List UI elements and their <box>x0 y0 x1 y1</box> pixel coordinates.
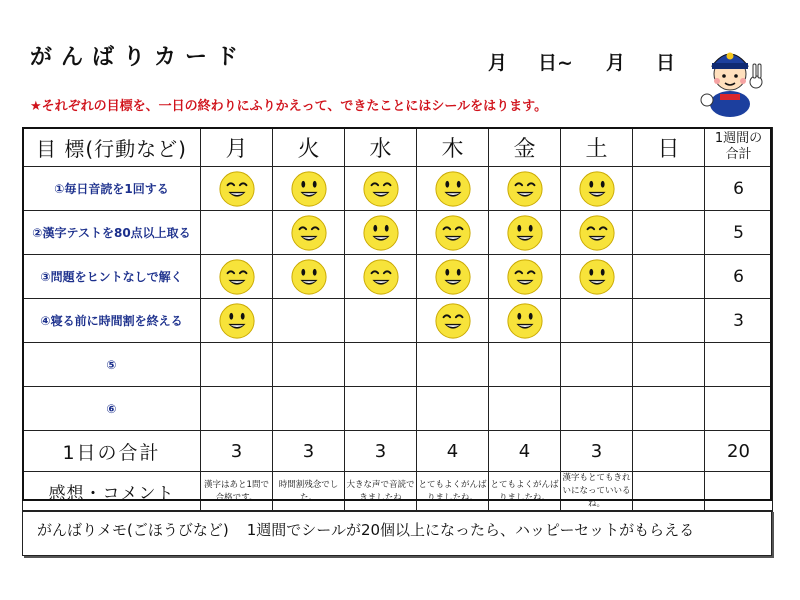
goal-row <box>23 343 773 387</box>
day-cell <box>561 299 633 343</box>
day-cell <box>273 343 345 387</box>
day-cell <box>417 211 489 255</box>
goal-row <box>23 167 773 211</box>
day-cell <box>633 167 705 211</box>
week-total-cell <box>705 343 773 387</box>
day-header-mon: 月 <box>201 128 273 167</box>
day-cell <box>201 167 273 211</box>
day-header-wed: 水 <box>345 128 417 167</box>
day-cell <box>345 211 417 255</box>
card-title: がんばりカード <box>30 45 248 70</box>
comment-label: 感想・コメント <box>23 472 201 512</box>
week-total-cell: 5 <box>705 211 773 255</box>
week-total-cell: 3 <box>705 299 773 343</box>
goal-label: ①毎日音読を1回する <box>23 167 201 211</box>
smiley-sticker-icon <box>218 302 256 340</box>
smiley-sticker-icon <box>290 214 328 252</box>
goal-row <box>23 387 773 431</box>
day-cell <box>633 211 705 255</box>
comment-cell-empty <box>705 472 773 512</box>
instruction-text: ★それぞれの目標を、一日の終わりにふりかえって、できたことにはシールをはります。 <box>30 99 548 114</box>
day-cell <box>417 387 489 431</box>
smiley-sticker-icon <box>578 170 616 208</box>
comment-cell: とてもよくがんばりましたね。 <box>489 472 561 512</box>
comment-cell: 大きな声で音読できましたね <box>345 472 417 512</box>
day-header-fri: 金 <box>489 128 561 167</box>
day-cell <box>561 343 633 387</box>
day-header-tue: 火 <box>273 128 345 167</box>
smiley-sticker-icon <box>290 170 328 208</box>
comment-cell: 漢字はあと1問で合格です。 <box>201 472 273 512</box>
day-cell <box>561 211 633 255</box>
goal-label: ⑤ <box>23 343 201 387</box>
goal-table <box>22 127 773 512</box>
daily-total-row <box>23 431 773 472</box>
daily-total-cell: 3 <box>345 431 417 472</box>
day-cell <box>489 343 561 387</box>
day-cell <box>273 211 345 255</box>
period-month-1: 月 <box>488 52 508 74</box>
daily-total-cell: 4 <box>489 431 561 472</box>
period-month-2: 月 <box>606 52 626 74</box>
day-cell <box>201 299 273 343</box>
smiley-sticker-icon <box>578 258 616 296</box>
goal-column-header: 目 標(行動など) <box>23 128 201 167</box>
day-cell <box>489 387 561 431</box>
smiley-sticker-icon <box>434 214 472 252</box>
daily-total-cell <box>633 431 705 472</box>
comment-row <box>23 472 773 512</box>
day-cell <box>201 255 273 299</box>
day-cell <box>417 255 489 299</box>
week-total-cell: 6 <box>705 255 773 299</box>
smiley-sticker-icon <box>290 258 328 296</box>
smiley-sticker-icon <box>506 258 544 296</box>
day-cell <box>273 299 345 343</box>
day-cell <box>633 343 705 387</box>
day-cell <box>273 167 345 211</box>
memo-text: 1週間でシールが20個以上になったら、ハッピーセットがもらえる <box>246 521 695 539</box>
day-cell <box>201 343 273 387</box>
comment-cell: とてもよくがんばりましたね。 <box>417 472 489 512</box>
smiley-sticker-icon <box>362 214 400 252</box>
comment-cell: 時間割残念でした。 <box>273 472 345 512</box>
daily-total-cell: 3 <box>561 431 633 472</box>
daily-total-cell: 3 <box>273 431 345 472</box>
day-cell <box>345 255 417 299</box>
day-cell <box>273 387 345 431</box>
day-cell <box>633 299 705 343</box>
smiley-sticker-icon <box>362 258 400 296</box>
smiley-sticker-icon <box>506 302 544 340</box>
daily-total-cell: 3 <box>201 431 273 472</box>
day-header-thu: 木 <box>417 128 489 167</box>
day-cell <box>489 299 561 343</box>
smiley-sticker-icon <box>578 214 616 252</box>
day-cell <box>633 255 705 299</box>
day-cell <box>489 211 561 255</box>
day-header-sun: 日 <box>633 128 705 167</box>
smiley-sticker-icon <box>506 214 544 252</box>
memo-label: がんばりメモ(ごほうびなど) <box>37 521 229 539</box>
header-row <box>23 128 773 167</box>
goal-label: ②漢字テストを80点以上取る <box>23 211 201 255</box>
day-cell <box>345 343 417 387</box>
day-cell <box>201 211 273 255</box>
day-cell <box>201 387 273 431</box>
smiley-sticker-icon <box>506 170 544 208</box>
goal-row <box>23 255 773 299</box>
week-total-header <box>705 128 773 167</box>
day-cell <box>633 387 705 431</box>
day-cell <box>561 255 633 299</box>
day-header-sat: 土 <box>561 128 633 167</box>
period-day-1: 日~ <box>538 52 573 74</box>
daily-total-label: 1日の合計 <box>23 431 201 472</box>
day-cell <box>417 343 489 387</box>
day-cell <box>417 167 489 211</box>
daily-total-cell: 4 <box>417 431 489 472</box>
day-cell <box>273 255 345 299</box>
goal-label: ⑥ <box>23 387 201 431</box>
week-grand-total: 20 <box>705 431 773 472</box>
smiley-sticker-icon <box>218 170 256 208</box>
smiley-sticker-icon <box>434 170 472 208</box>
day-cell <box>489 167 561 211</box>
comment-cell <box>633 472 705 512</box>
week-total-header-line2: 合計 <box>725 147 752 162</box>
smiley-sticker-icon <box>434 258 472 296</box>
goal-label: ④寝る前に時間割を終える <box>23 299 201 343</box>
smiley-sticker-icon <box>218 258 256 296</box>
goal-row <box>23 211 773 255</box>
week-total-cell <box>705 387 773 431</box>
comment-cell: 漢字もとてもきれいになっていいるね。 <box>561 472 633 512</box>
memo-box <box>22 510 772 556</box>
day-cell <box>489 255 561 299</box>
period-day-2: 日 <box>656 52 676 74</box>
day-cell <box>561 167 633 211</box>
day-cell <box>345 299 417 343</box>
week-total-header-line1: 1週間の <box>714 131 763 146</box>
day-cell <box>561 387 633 431</box>
day-cell <box>345 167 417 211</box>
police-mascot-icon <box>690 38 770 118</box>
smiley-sticker-icon <box>362 170 400 208</box>
day-cell <box>345 387 417 431</box>
day-cell <box>417 299 489 343</box>
week-total-cell: 6 <box>705 167 773 211</box>
smiley-sticker-icon <box>434 302 472 340</box>
goal-label: ③問題をヒントなしで解く <box>23 255 201 299</box>
goal-row <box>23 299 773 343</box>
